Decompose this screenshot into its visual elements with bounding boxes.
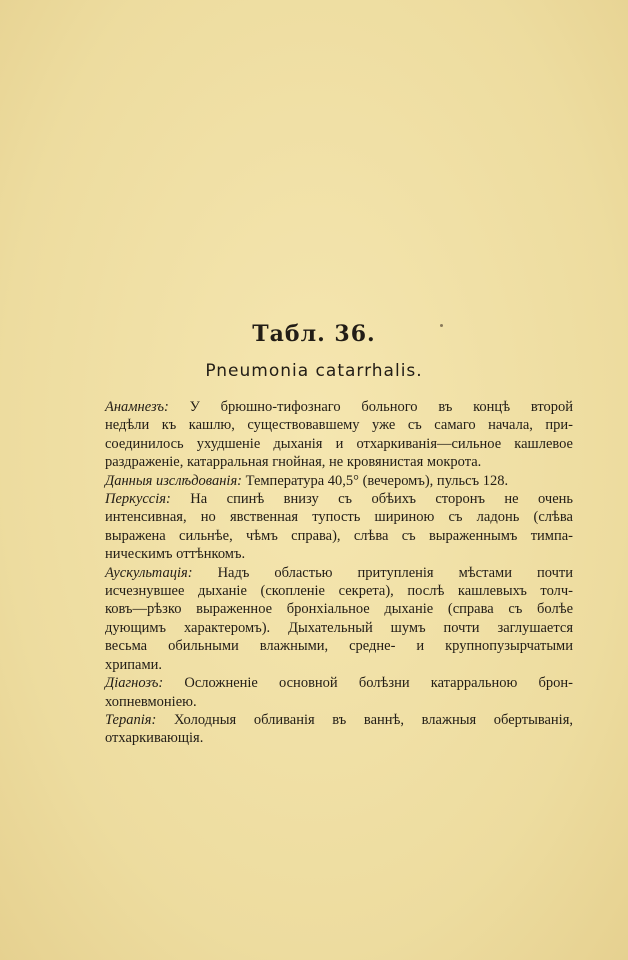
anamnesis-line-3: соединилось ухудшенiе дыханiя и отхаркиванiя—сильное кашлевое — [105, 435, 573, 452]
diagnosis-line-1: Осложненiе основной болѣзни катарральною брон- — [163, 675, 573, 692]
percussion-line-1: На спинѣ внизу съ обѣихъ сторонъ не очень — [170, 491, 573, 508]
auscultation-line-6: хрипами. — [105, 656, 163, 673]
percussion-label: Перкуссiя: — [105, 491, 171, 508]
therapy-label: Терапiя: — [105, 711, 157, 728]
auscultation-line-3: ковъ—рѣзко выраженное бронхiальное дыханiе (справа съ болѣе — [105, 601, 573, 618]
anamnesis-label: Анамнезъ: — [105, 399, 169, 415]
anamnesis-line-1: У брюшно-тифознаго больного въ концѣ второй — [168, 399, 573, 415]
paragraph-diagnosis — [105, 674, 573, 711]
auscultation-line-1: Надъ областью притупленiя мѣстами почти — [192, 564, 573, 581]
diagnosis-label: Дiагнозъ: — [105, 675, 164, 692]
anamnesis-line-2: недѣли къ кашлю, существовавшему уже съ самаго начала, при- — [105, 417, 573, 434]
paragraph-auscultation — [105, 564, 573, 674]
plate-subtitle: Pneumonia catarrhalis. — [205, 361, 423, 381]
findings-line-1: Температура 40,5° (вечеромъ), пульсъ 128. — [242, 472, 509, 489]
percussion-line-2: интенсивная, но явственная тупость шириною съ ладонь (слѣва — [105, 509, 573, 526]
auscultation-line-2: исчезнувшее дыханiе (скопленiе секрета), послѣ кашлевыхъ толч- — [105, 583, 573, 600]
plate-title: Табл. 36. — [252, 321, 376, 347]
paragraph-therapy — [105, 711, 573, 748]
therapy-line-2: отхаркивающiя. — [105, 730, 204, 747]
paragraph-anamnesis — [105, 398, 573, 472]
therapy-line-1: Холодныя обливанiя въ ваннѣ, влажныя обертыванiя, — [156, 711, 573, 728]
auscultation-line-5: весьма обильными влажными, средне- и крупнопузырчатыми — [105, 638, 573, 655]
paragraph-percussion — [105, 490, 573, 564]
findings-label: Данныя изслѣдованiя: — [105, 472, 243, 489]
case-description — [105, 398, 573, 748]
anamnesis-line-4: раздраженiе, катарральная гнойная, не кровянистая мокрота. — [105, 454, 482, 471]
percussion-line-3: выражена сильнѣе, чѣмъ справа), слѣва съ выраженнымъ тимпа- — [105, 527, 573, 544]
percussion-line-4: ническимъ оттѣнкомъ. — [105, 546, 246, 563]
auscultation-line-4: дующимъ характеромъ). Дыхательный шумъ почти заглушается — [105, 619, 573, 636]
auscultation-label: Аускультацiя: — [105, 564, 193, 581]
diagnosis-line-2: хопневмонiею. — [105, 693, 197, 710]
paragraph-findings — [105, 472, 573, 490]
plate-header — [0, 321, 628, 381]
